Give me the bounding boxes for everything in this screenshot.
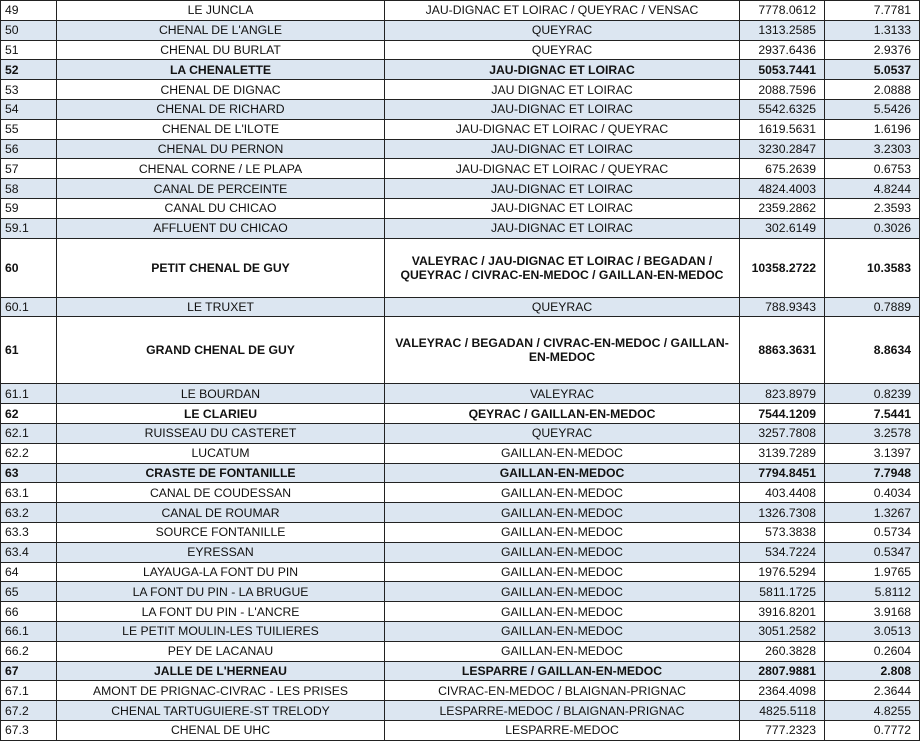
cell-length-m: 302.6149: [740, 218, 825, 238]
cell-communes: JAU-DIGNAC ET LOIRAC: [385, 60, 740, 80]
cell-id: 52: [1, 60, 57, 80]
cell-communes: LESPARRE / GAILLAN-EN-MEDOC: [385, 661, 740, 681]
cell-communes: JAU-DIGNAC ET LOIRAC / QUEYRAC: [385, 119, 740, 139]
table-row: [1, 99, 920, 119]
table-row: [1, 238, 920, 297]
cell-length-km: 3.2303: [825, 139, 920, 159]
cell-name: LAYAUGA-LA FONT DU PIN: [57, 562, 385, 582]
cell-length-km: 1.3133: [825, 20, 920, 40]
table-row: [1, 60, 920, 80]
table-row: [1, 463, 920, 483]
cell-id: 58: [1, 179, 57, 199]
cell-communes: QUEYRAC: [385, 297, 740, 317]
cell-id: 66.1: [1, 621, 57, 641]
cell-length-m: 1326.7308: [740, 503, 825, 523]
cell-name: AMONT DE PRIGNAC-CIVRAC - LES PRISES: [57, 681, 385, 701]
cell-name: LA FONT DU PIN - LA BRUGUE: [57, 582, 385, 602]
cell-length-km: 2.3644: [825, 681, 920, 701]
cell-communes: GAILLAN-EN-MEDOC: [385, 483, 740, 503]
cell-communes: VALEYRAC / BEGADAN / CIVRAC-EN-MEDOC / GAILLAN-EN-MEDOC: [385, 317, 740, 384]
cell-name: CHENAL DU BURLAT: [57, 40, 385, 60]
cell-length-m: 1313.2585: [740, 20, 825, 40]
cell-communes: QUEYRAC: [385, 423, 740, 443]
cell-length-km: 7.7948: [825, 463, 920, 483]
cell-name: LE BOURDAN: [57, 384, 385, 404]
cell-length-m: 2937.6436: [740, 40, 825, 60]
cell-length-m: 777.2323: [740, 720, 825, 740]
table-row: [1, 404, 920, 424]
table-row: [1, 522, 920, 542]
cell-name: CHENAL DE RICHARD: [57, 99, 385, 119]
cell-name: LE PETIT MOULIN-LES TUILIERES: [57, 621, 385, 641]
cell-communes: GAILLAN-EN-MEDOC: [385, 562, 740, 582]
cell-name: LE JUNCLA: [57, 1, 385, 21]
table-row: [1, 720, 920, 740]
cell-length-m: 4824.4003: [740, 179, 825, 199]
table-row: [1, 661, 920, 681]
cell-length-m: 1619.5631: [740, 119, 825, 139]
cell-length-km: 0.5734: [825, 522, 920, 542]
cell-id: 67: [1, 661, 57, 681]
cell-length-km: 0.4034: [825, 483, 920, 503]
cell-name: RUISSEAU DU CASTERET: [57, 423, 385, 443]
cell-length-m: 675.2639: [740, 159, 825, 179]
cell-communes: QEYRAC / GAILLAN-EN-MEDOC: [385, 404, 740, 424]
cell-name: AFFLUENT DU CHICAO: [57, 218, 385, 238]
table-row: [1, 40, 920, 60]
cell-communes: CIVRAC-EN-MEDOC / BLAIGNAN-PRIGNAC: [385, 681, 740, 701]
cell-length-km: 3.9168: [825, 602, 920, 622]
cell-length-km: 10.3583: [825, 238, 920, 297]
cell-communes: GAILLAN-EN-MEDOC: [385, 641, 740, 661]
cell-length-km: 7.5441: [825, 404, 920, 424]
cell-length-km: 3.2578: [825, 423, 920, 443]
cell-id: 66.2: [1, 641, 57, 661]
table-row: [1, 218, 920, 238]
table-row: [1, 582, 920, 602]
cell-length-km: 0.7889: [825, 297, 920, 317]
cell-length-m: 2359.2862: [740, 198, 825, 218]
cell-length-m: 4825.5118: [740, 701, 825, 721]
cell-length-m: 5811.1725: [740, 582, 825, 602]
cell-id: 65: [1, 582, 57, 602]
table-row: [1, 198, 920, 218]
cell-length-km: 8.8634: [825, 317, 920, 384]
cell-length-km: 7.7781: [825, 1, 920, 21]
cell-id: 63.4: [1, 542, 57, 562]
table-row: [1, 562, 920, 582]
cell-name: CANAL DU CHICAO: [57, 198, 385, 218]
cell-length-m: 1976.5294: [740, 562, 825, 582]
cell-name: CHENAL CORNE / LE PLAPA: [57, 159, 385, 179]
cell-name: CHENAL TARTUGUIERE-ST TRELODY: [57, 701, 385, 721]
cell-id: 61: [1, 317, 57, 384]
cell-length-km: 5.0537: [825, 60, 920, 80]
cell-length-m: 534.7224: [740, 542, 825, 562]
cell-length-m: 788.9343: [740, 297, 825, 317]
cell-name: CRASTE DE FONTANILLE: [57, 463, 385, 483]
cell-name: CHENAL DE UHC: [57, 720, 385, 740]
cell-name: LUCATUM: [57, 443, 385, 463]
cell-length-m: 7778.0612: [740, 1, 825, 21]
cell-id: 49: [1, 1, 57, 21]
cell-length-km: 1.9765: [825, 562, 920, 582]
cell-id: 54: [1, 99, 57, 119]
cell-length-km: 3.0513: [825, 621, 920, 641]
cell-id: 66: [1, 602, 57, 622]
cell-communes: JAU-DIGNAC ET LOIRAC / QUEYRAC / VENSAC: [385, 1, 740, 21]
cell-name: CANAL DE ROUMAR: [57, 503, 385, 523]
table-row: [1, 602, 920, 622]
cell-length-m: 8863.3631: [740, 317, 825, 384]
table-row: [1, 1, 920, 21]
cell-id: 64: [1, 562, 57, 582]
table-row: [1, 483, 920, 503]
cell-name: CANAL DE COUDESSAN: [57, 483, 385, 503]
table-row: [1, 159, 920, 179]
cell-id: 62.1: [1, 423, 57, 443]
table-row: [1, 119, 920, 139]
cell-id: 61.1: [1, 384, 57, 404]
cell-name: CHENAL DE L'ILOTE: [57, 119, 385, 139]
cell-length-km: 4.8255: [825, 701, 920, 721]
cell-length-m: 823.8979: [740, 384, 825, 404]
cell-length-km: 2.9376: [825, 40, 920, 60]
cell-name: CHENAL DE DIGNAC: [57, 80, 385, 100]
table-row: [1, 297, 920, 317]
cell-length-m: 7544.1209: [740, 404, 825, 424]
cell-length-km: 0.8239: [825, 384, 920, 404]
cell-length-m: 5053.7441: [740, 60, 825, 80]
cell-id: 60.1: [1, 297, 57, 317]
cell-length-km: 0.7772: [825, 720, 920, 740]
cell-communes: GAILLAN-EN-MEDOC: [385, 443, 740, 463]
cell-length-m: 260.3828: [740, 641, 825, 661]
cell-id: 59: [1, 198, 57, 218]
cell-name: LA FONT DU PIN - L'ANCRE: [57, 602, 385, 622]
cell-name: LE CLARIEU: [57, 404, 385, 424]
cell-length-km: 0.3026: [825, 218, 920, 238]
table-row: [1, 179, 920, 199]
cell-length-km: 2.0888: [825, 80, 920, 100]
cell-communes: JAU-DIGNAC ET LOIRAC: [385, 218, 740, 238]
cell-id: 63.2: [1, 503, 57, 523]
cell-communes: GAILLAN-EN-MEDOC: [385, 621, 740, 641]
cell-length-m: 2088.7596: [740, 80, 825, 100]
cell-name: SOURCE FONTANILLE: [57, 522, 385, 542]
cell-id: 67.3: [1, 720, 57, 740]
cell-length-km: 1.6196: [825, 119, 920, 139]
table-row: [1, 443, 920, 463]
cell-communes: GAILLAN-EN-MEDOC: [385, 542, 740, 562]
cell-communes: QUEYRAC: [385, 20, 740, 40]
cell-name: LE TRUXET: [57, 297, 385, 317]
cell-length-km: 0.6753: [825, 159, 920, 179]
table-row: [1, 20, 920, 40]
cell-id: 63.1: [1, 483, 57, 503]
cell-communes: GAILLAN-EN-MEDOC: [385, 602, 740, 622]
cell-id: 55: [1, 119, 57, 139]
cell-length-km: 2.808: [825, 661, 920, 681]
cell-id: 67.1: [1, 681, 57, 701]
table-row: [1, 681, 920, 701]
cell-communes: LESPARRE-MEDOC / BLAIGNAN-PRIGNAC: [385, 701, 740, 721]
cell-id: 51: [1, 40, 57, 60]
cell-name: PEY DE LACANAU: [57, 641, 385, 661]
cell-communes: JAU-DIGNAC ET LOIRAC: [385, 99, 740, 119]
cell-communes: JAU DIGNAC ET LOIRAC: [385, 80, 740, 100]
cell-length-m: 2364.4098: [740, 681, 825, 701]
cell-name: CHENAL DE L'ANGLE: [57, 20, 385, 40]
cell-length-m: 3139.7289: [740, 443, 825, 463]
cell-communes: GAILLAN-EN-MEDOC: [385, 463, 740, 483]
cell-id: 63: [1, 463, 57, 483]
table-row: [1, 503, 920, 523]
cell-id: 60: [1, 238, 57, 297]
cell-length-m: 3257.7808: [740, 423, 825, 443]
cell-length-m: 573.3838: [740, 522, 825, 542]
cell-communes: JAU-DIGNAC ET LOIRAC: [385, 139, 740, 159]
table-body: [1, 1, 920, 741]
cell-communes: JAU-DIGNAC ET LOIRAC: [385, 198, 740, 218]
cell-length-km: 0.5347: [825, 542, 920, 562]
cell-communes: GAILLAN-EN-MEDOC: [385, 503, 740, 523]
cell-id: 62: [1, 404, 57, 424]
cell-name: LA CHENALETTE: [57, 60, 385, 80]
cell-id: 59.1: [1, 218, 57, 238]
cell-length-km: 3.1397: [825, 443, 920, 463]
cell-communes: GAILLAN-EN-MEDOC: [385, 582, 740, 602]
table-row: [1, 384, 920, 404]
cell-id: 56: [1, 139, 57, 159]
cell-length-km: 5.8112: [825, 582, 920, 602]
cell-communes: VALEYRAC / JAU-DIGNAC ET LOIRAC / BEGADAN / QUEYRAC / CIVRAC-EN-MEDOC / GAILLAN-EN-MEDOC: [385, 238, 740, 297]
table-row: [1, 621, 920, 641]
cell-length-km: 0.2604: [825, 641, 920, 661]
cell-length-m: 2807.9881: [740, 661, 825, 681]
cell-name: CHENAL DU PERNON: [57, 139, 385, 159]
cell-communes: GAILLAN-EN-MEDOC: [385, 522, 740, 542]
cell-length-m: 3051.2582: [740, 621, 825, 641]
cell-communes: QUEYRAC: [385, 40, 740, 60]
cell-length-m: 403.4408: [740, 483, 825, 503]
cell-name: JALLE DE L'HERNEAU: [57, 661, 385, 681]
table-row: [1, 701, 920, 721]
cell-length-km: 1.3267: [825, 503, 920, 523]
cell-name: PETIT CHENAL DE GUY: [57, 238, 385, 297]
table-row: [1, 317, 920, 384]
cell-id: 57: [1, 159, 57, 179]
cell-communes: VALEYRAC: [385, 384, 740, 404]
cell-id: 53: [1, 80, 57, 100]
cell-id: 67.2: [1, 701, 57, 721]
cell-communes: JAU-DIGNAC ET LOIRAC / QUEYRAC: [385, 159, 740, 179]
cell-id: 63.3: [1, 522, 57, 542]
cell-id: 50: [1, 20, 57, 40]
cell-length-km: 5.5426: [825, 99, 920, 119]
cell-length-m: 10358.2722: [740, 238, 825, 297]
cell-length-km: 2.3593: [825, 198, 920, 218]
table-row: [1, 80, 920, 100]
cell-length-m: 7794.8451: [740, 463, 825, 483]
cell-name: CANAL DE PERCEINTE: [57, 179, 385, 199]
cell-communes: LESPARRE-MEDOC: [385, 720, 740, 740]
cell-length-m: 3916.8201: [740, 602, 825, 622]
cell-length-m: 5542.6325: [740, 99, 825, 119]
table-row: [1, 423, 920, 443]
table-row: [1, 641, 920, 661]
cell-length-m: 3230.2847: [740, 139, 825, 159]
cell-id: 62.2: [1, 443, 57, 463]
cell-communes: JAU-DIGNAC ET LOIRAC: [385, 179, 740, 199]
cell-length-km: 4.8244: [825, 179, 920, 199]
cell-name: GRAND CHENAL DE GUY: [57, 317, 385, 384]
table-row: [1, 139, 920, 159]
cell-name: EYRESSAN: [57, 542, 385, 562]
table-row: [1, 542, 920, 562]
